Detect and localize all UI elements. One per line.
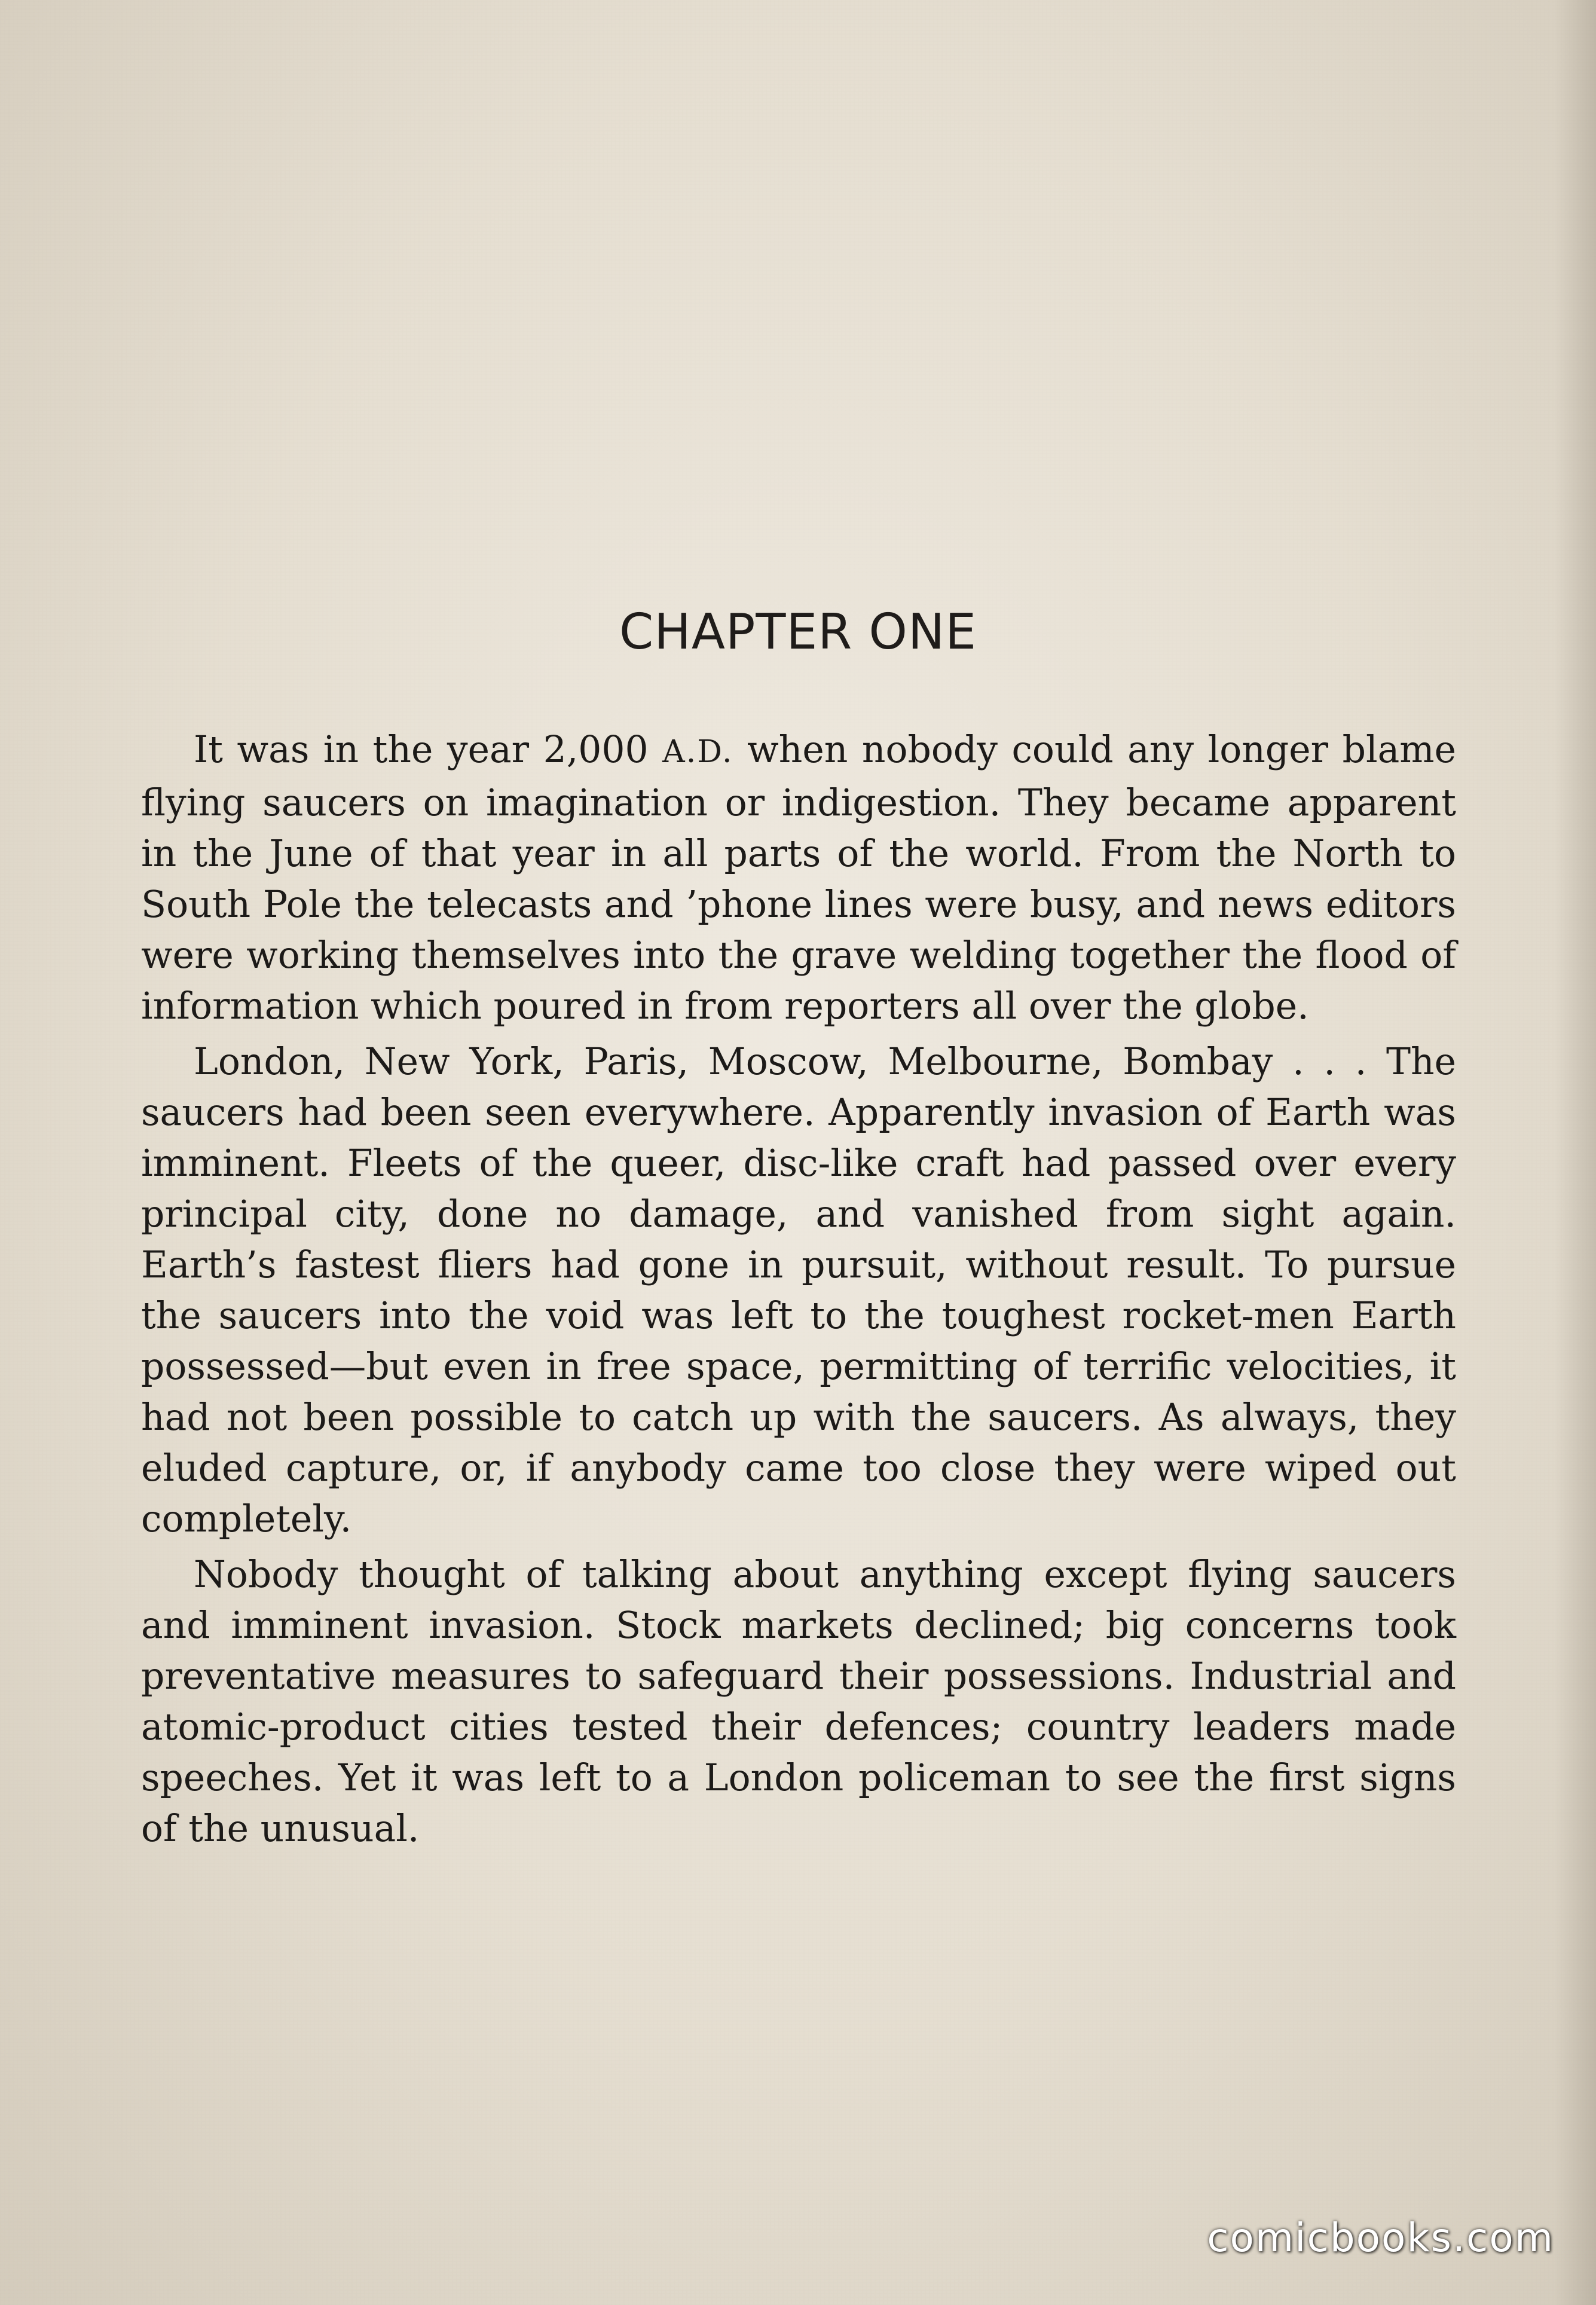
paragraph-2: London, New York, Paris, Moscow, Melbourne, Bombay . . . The saucers had been seen everywhere. Apparently invasion of Earth was imminent. Fleets of the queer, disc-like craft had passed over every principal city, done no damage, and vanished from sight again. Earth’s fastest fliers had gone in pursuit, without result. To pursue the saucers into the void was left to the toughest rocket-men Earth possessed—but even in free space, permitting of terrific velocities, it had not been possible to catch up with the saucers. As always, they eluded capture, or, if anybody came too close they were wiped out completely. — [141, 1040, 1456, 1540]
chapter-body — [141, 724, 1456, 1854]
paragraph-1-start: It was in the year 2,000 — [194, 728, 663, 771]
era-abbreviation: A.D. — [662, 734, 733, 770]
paragraph-1 — [141, 724, 1456, 1032]
paragraph-3: Nobody thought of talking about anything except flying saucers and imminent invasion. Stock markets declined; big concerns took preventative measures to safeguard their possessions. Industrial and atomic-product cities tested their defences; country leaders made speeches. Yet it was left to a London policeman to see the first signs of the unusual. — [141, 1553, 1456, 1850]
chapter-title: CHAPTER ONE — [619, 604, 977, 661]
watermark: comicbooks.com — [1207, 2215, 1554, 2261]
page-edge-shadow — [1554, 0, 1596, 2305]
paragraph-1-rest: when nobody could any longer blame flying saucers on imagination or indigestion. They became apparent in the June of that year in all parts of the world. From the North to South Pole the telecasts and ’phone lines were busy, and news editors were working themselves into the grave welding together the flood of information which poured in from reporters all over the globe. — [141, 728, 1456, 1028]
